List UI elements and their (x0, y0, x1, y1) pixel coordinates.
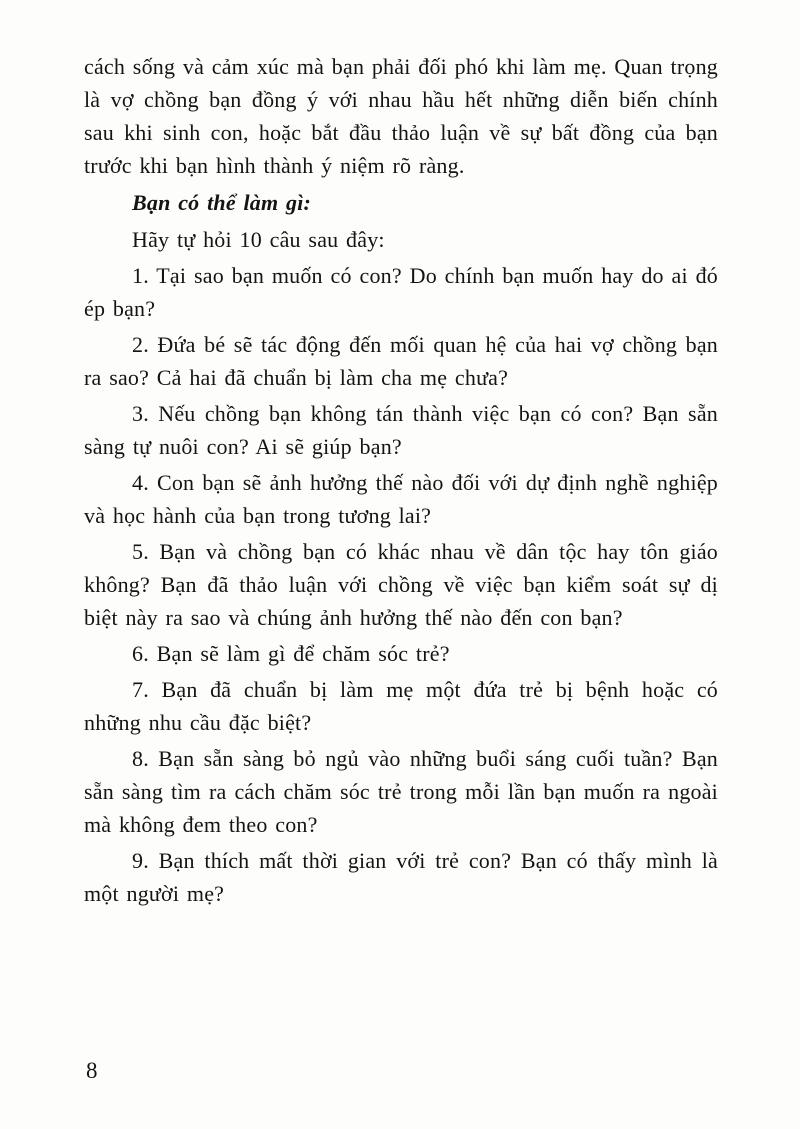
question-2: 2. Đứa bé sẽ tác động đến mối quan hệ của hai vợ chồng bạn ra sao? Cả hai đã chuẩn bị làm cha mẹ chưa? (84, 332, 718, 390)
text-block (84, 50, 718, 913)
intro-paragraph: cách sống và cảm xúc mà bạn phải đối phó khi làm mẹ. Quan trọng là vợ chồng bạn đồng ý với nhau hầu hết những diễn biến chính sau khi sinh con, hoặc bắt đầu thảo luận về sự bất đồng của bạn trước khi bạn hình thành ý niệm rõ ràng. (84, 54, 718, 178)
question-9: 9. Bạn thích mất thời gian với trẻ con? Bạn có thấy mình là một người mẹ? (84, 848, 718, 906)
question-6: 6. Bạn sẽ làm gì để chăm sóc trẻ? (132, 641, 450, 666)
question-7: 7. Bạn đã chuẩn bị làm mẹ một đứa trẻ bị bệnh hoặc có những nhu cầu đặc biệt? (84, 677, 718, 735)
question-1: 1. Tại sao bạn muốn có con? Do chính bạn muốn hay do ai đó ép bạn? (84, 263, 718, 321)
question-3: 3. Nếu chồng bạn không tán thành việc bạn có con? Bạn sẵn sàng tự nuôi con? Ai sẽ giúp bạn? (84, 401, 718, 459)
subheading: Hãy tự hỏi 10 câu sau đây: (132, 227, 385, 252)
question-8: 8. Bạn sẵn sàng bỏ ngủ vào những buổi sáng cuối tuần? Bạn sẵn sàng tìm ra cách chăm sóc trẻ trong mỗi lần bạn muốn ra ngoài mà không đem theo con? (84, 746, 718, 837)
question-5: 5. Bạn và chồng bạn có khác nhau về dân tộc hay tôn giáo không? Bạn đã thảo luận với chồng về việc bạn kiểm soát sự dị biệt này ra sao và chúng ảnh hưởng thế nào đến con bạn? (84, 539, 718, 630)
question-4: 4. Con bạn sẽ ảnh hưởng thế nào đối với dự định nghề nghiệp và học hành của bạn trong tương lai? (84, 470, 718, 528)
page-number: 8 (86, 1058, 98, 1083)
section-heading: Bạn có thể làm gì: (132, 190, 312, 215)
